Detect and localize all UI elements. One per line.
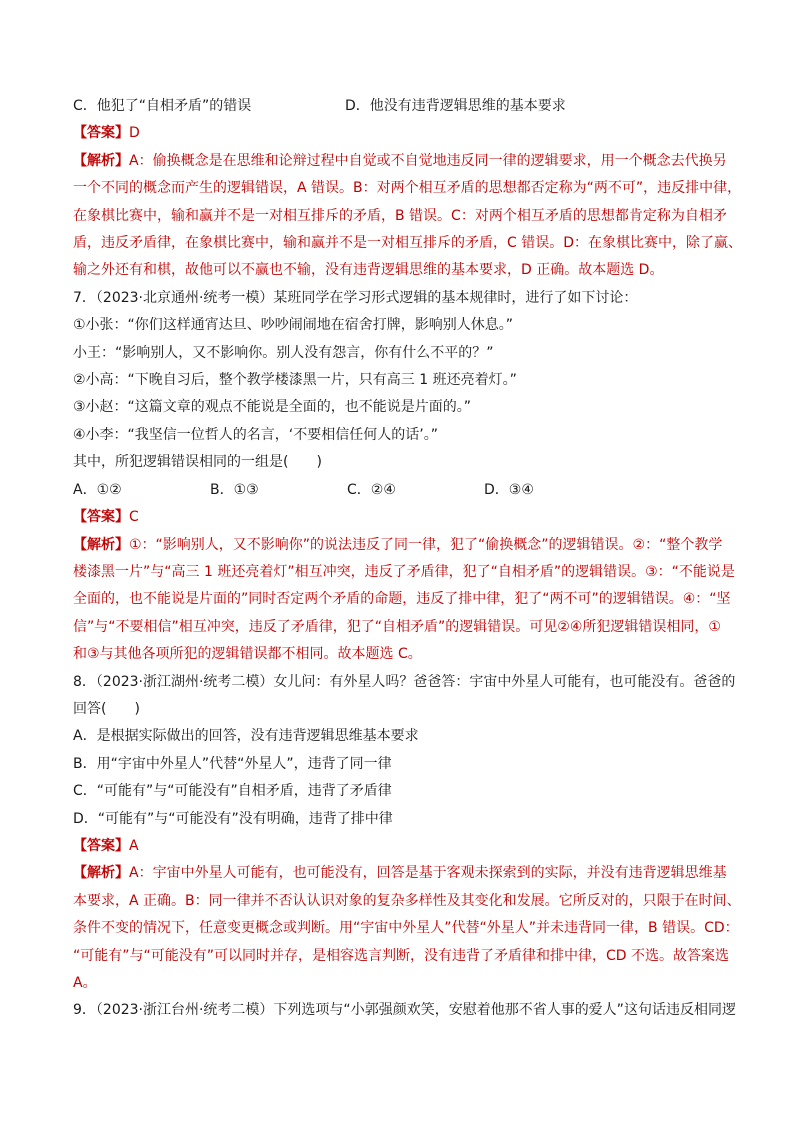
q7-statement: ①小张：“你们这样通宵达旦、吵吵闹闹地在宿舍打牌，影响别人休息。” [73, 317, 514, 334]
analysis-line: 在象棋比赛中，输和赢并不是一对相互排斥的矛盾，B 错误。C：对两个相互矛盾的思想都肯定称为自相矛 [73, 207, 727, 224]
q6-options-row [73, 93, 734, 120]
analysis-line: A。 [73, 975, 97, 991]
q6-option-d: D．他没有违背逻辑思维的基本要求 [345, 98, 566, 114]
answer-value: A [129, 837, 139, 854]
q9-stem: 9．（2023·浙江台州·统考二模）下列选项与“小郭强颜欢笑，安慰着他那不省人事的爱人”这句话违反相同逻 [73, 1002, 736, 1019]
q7-analysis [73, 532, 734, 669]
q7-option-d: D．③④ [484, 481, 534, 498]
analysis-line: 全面的，也不能说是片面的”同时否定两个矛盾的命题，违反了排中律，犯了“两不可”的逻辑错误。④：“坚 [73, 591, 731, 608]
q7-answer [73, 504, 734, 531]
q7-option-c: C．②④ [347, 481, 396, 498]
analysis-line: A：偷换概念是在思维和论辩过程中自觉或不自觉地违反同一律的逻辑要求，用一个概念去代换另 [129, 152, 727, 169]
q8-option-b: B．用“宇宙中外星人”代替“外星人”，违背了同一律 [73, 755, 392, 772]
q7-statement: ④小李：“我坚信一位哲人的名言，‘不要相信任何人的话’。” [73, 426, 438, 443]
q6-answer [73, 120, 734, 147]
q8-stem: 8．（2023·浙江湖州·统考二模）女儿问：有外星人吗？爸爸答：宇宙中外星人可能有，也可能没有。爸爸的 [73, 673, 736, 690]
q8-option-d: D．“可能有”与“可能没有”没有明确，违背了排中律 [73, 810, 393, 827]
q8-option-c: C．“可能有”与“可能没有”自相矛盾，违背了矛盾律 [73, 783, 392, 800]
analysis-tag: 【解析】 [73, 865, 129, 882]
q6-option-c: C．他犯了“自相矛盾”的错误 [73, 98, 252, 114]
analysis-line: 和③与其他各项所犯的逻辑错误都不相同。故本题选 C。 [73, 646, 422, 663]
analysis-line: 输之外还有和棋，故他可以不赢也不输，没有违背逻辑思维的基本要求，D 正确。故本题选 D。 [73, 262, 664, 279]
analysis-line: 楼漆黑一片”与“高三 1 班还亮着灯”相互冲突，违反了矛盾律，犯了“自相矛盾”的逻辑错误。③：“不能说是 [73, 563, 735, 580]
q7-options-row [73, 477, 734, 504]
analysis-line: 盾，违反矛盾律，在象棋比赛中，输和赢并不是一对相互排斥的矛盾，C 错误。D：在象棋比赛中，除了赢、 [73, 235, 743, 252]
analysis-line: A：宇宙中外星人可能有，也可能没有，回答是基于客观未探索到的实际，并没有违背逻辑思维基 [129, 865, 727, 882]
analysis-tag: 【解析】 [73, 536, 129, 553]
q7-option-b: B．①③ [210, 481, 259, 498]
analysis-line: 本要求，A 正确。B：同一律并不否认认识对象的复杂多样性及其变化和发展。它所反对的，只限于在时间、 [73, 892, 741, 909]
q8-answer [73, 833, 734, 860]
q8-stem: 回答( ) [73, 700, 140, 717]
analysis-line: 信”与“不要相信”相互冲突，违反了矛盾律，犯了“自相矛盾”的逻辑错误。可见②④所犯逻辑错误相同，① [73, 618, 721, 635]
analysis-line: 条件不变的情况下，任意变更概念或判断。用“宇宙中外星人”代替“外星人”并未违背同一律，B 错误。CD： [73, 920, 739, 937]
q7-statement: ③小赵：“这篇文章的观点不能说是全面的，也不能说是片面的。” [73, 399, 472, 416]
q7-question: 其中，所犯逻辑错误相同的一组是( ) [73, 454, 322, 471]
answer-tag: 【答案】 [73, 125, 129, 142]
q6-analysis [73, 148, 743, 285]
q8-analysis [73, 860, 741, 997]
analysis-line: 一个不同的概念而产生的逻辑错误，A 错误。B：对两个相互矛盾的思想都否定称为“两不可”，违反排中律， [73, 180, 742, 197]
q7-stem: 7．（2023·北京通州·统考一模）某班同学在学习形式逻辑的基本规律时，进行了如下讨论： [73, 289, 638, 306]
answer-value: D [129, 125, 140, 142]
q7-option-a: A．①② [73, 481, 122, 498]
answer-tag: 【答案】 [73, 837, 129, 854]
analysis-tag: 【解析】 [73, 152, 129, 169]
analysis-line: “可能有”与“可能没有”可以同时并存，是相容选言判断，没有违背了矛盾律和排中律，CD 不选。故答案选 [73, 947, 730, 964]
q7-statement: 小王：“影响别人，又不影响你。别人没有怨言，你有什么不平的？” [73, 344, 494, 361]
answer-tag: 【答案】 [73, 509, 129, 526]
analysis-line: ①：“影响别人，又不影响你”的说法违反了同一律，犯了“偷换概念”的逻辑错误。②：“整个教学 [129, 536, 723, 553]
q8-option-a: A．是根据实际做出的回答，没有违背逻辑思维基本要求 [73, 728, 419, 745]
q7-statement: ②小高：“下晚自习后，整个教学楼漆黑一片，只有高三 1 班还亮着灯。” [73, 372, 517, 389]
answer-value: C [129, 509, 139, 526]
